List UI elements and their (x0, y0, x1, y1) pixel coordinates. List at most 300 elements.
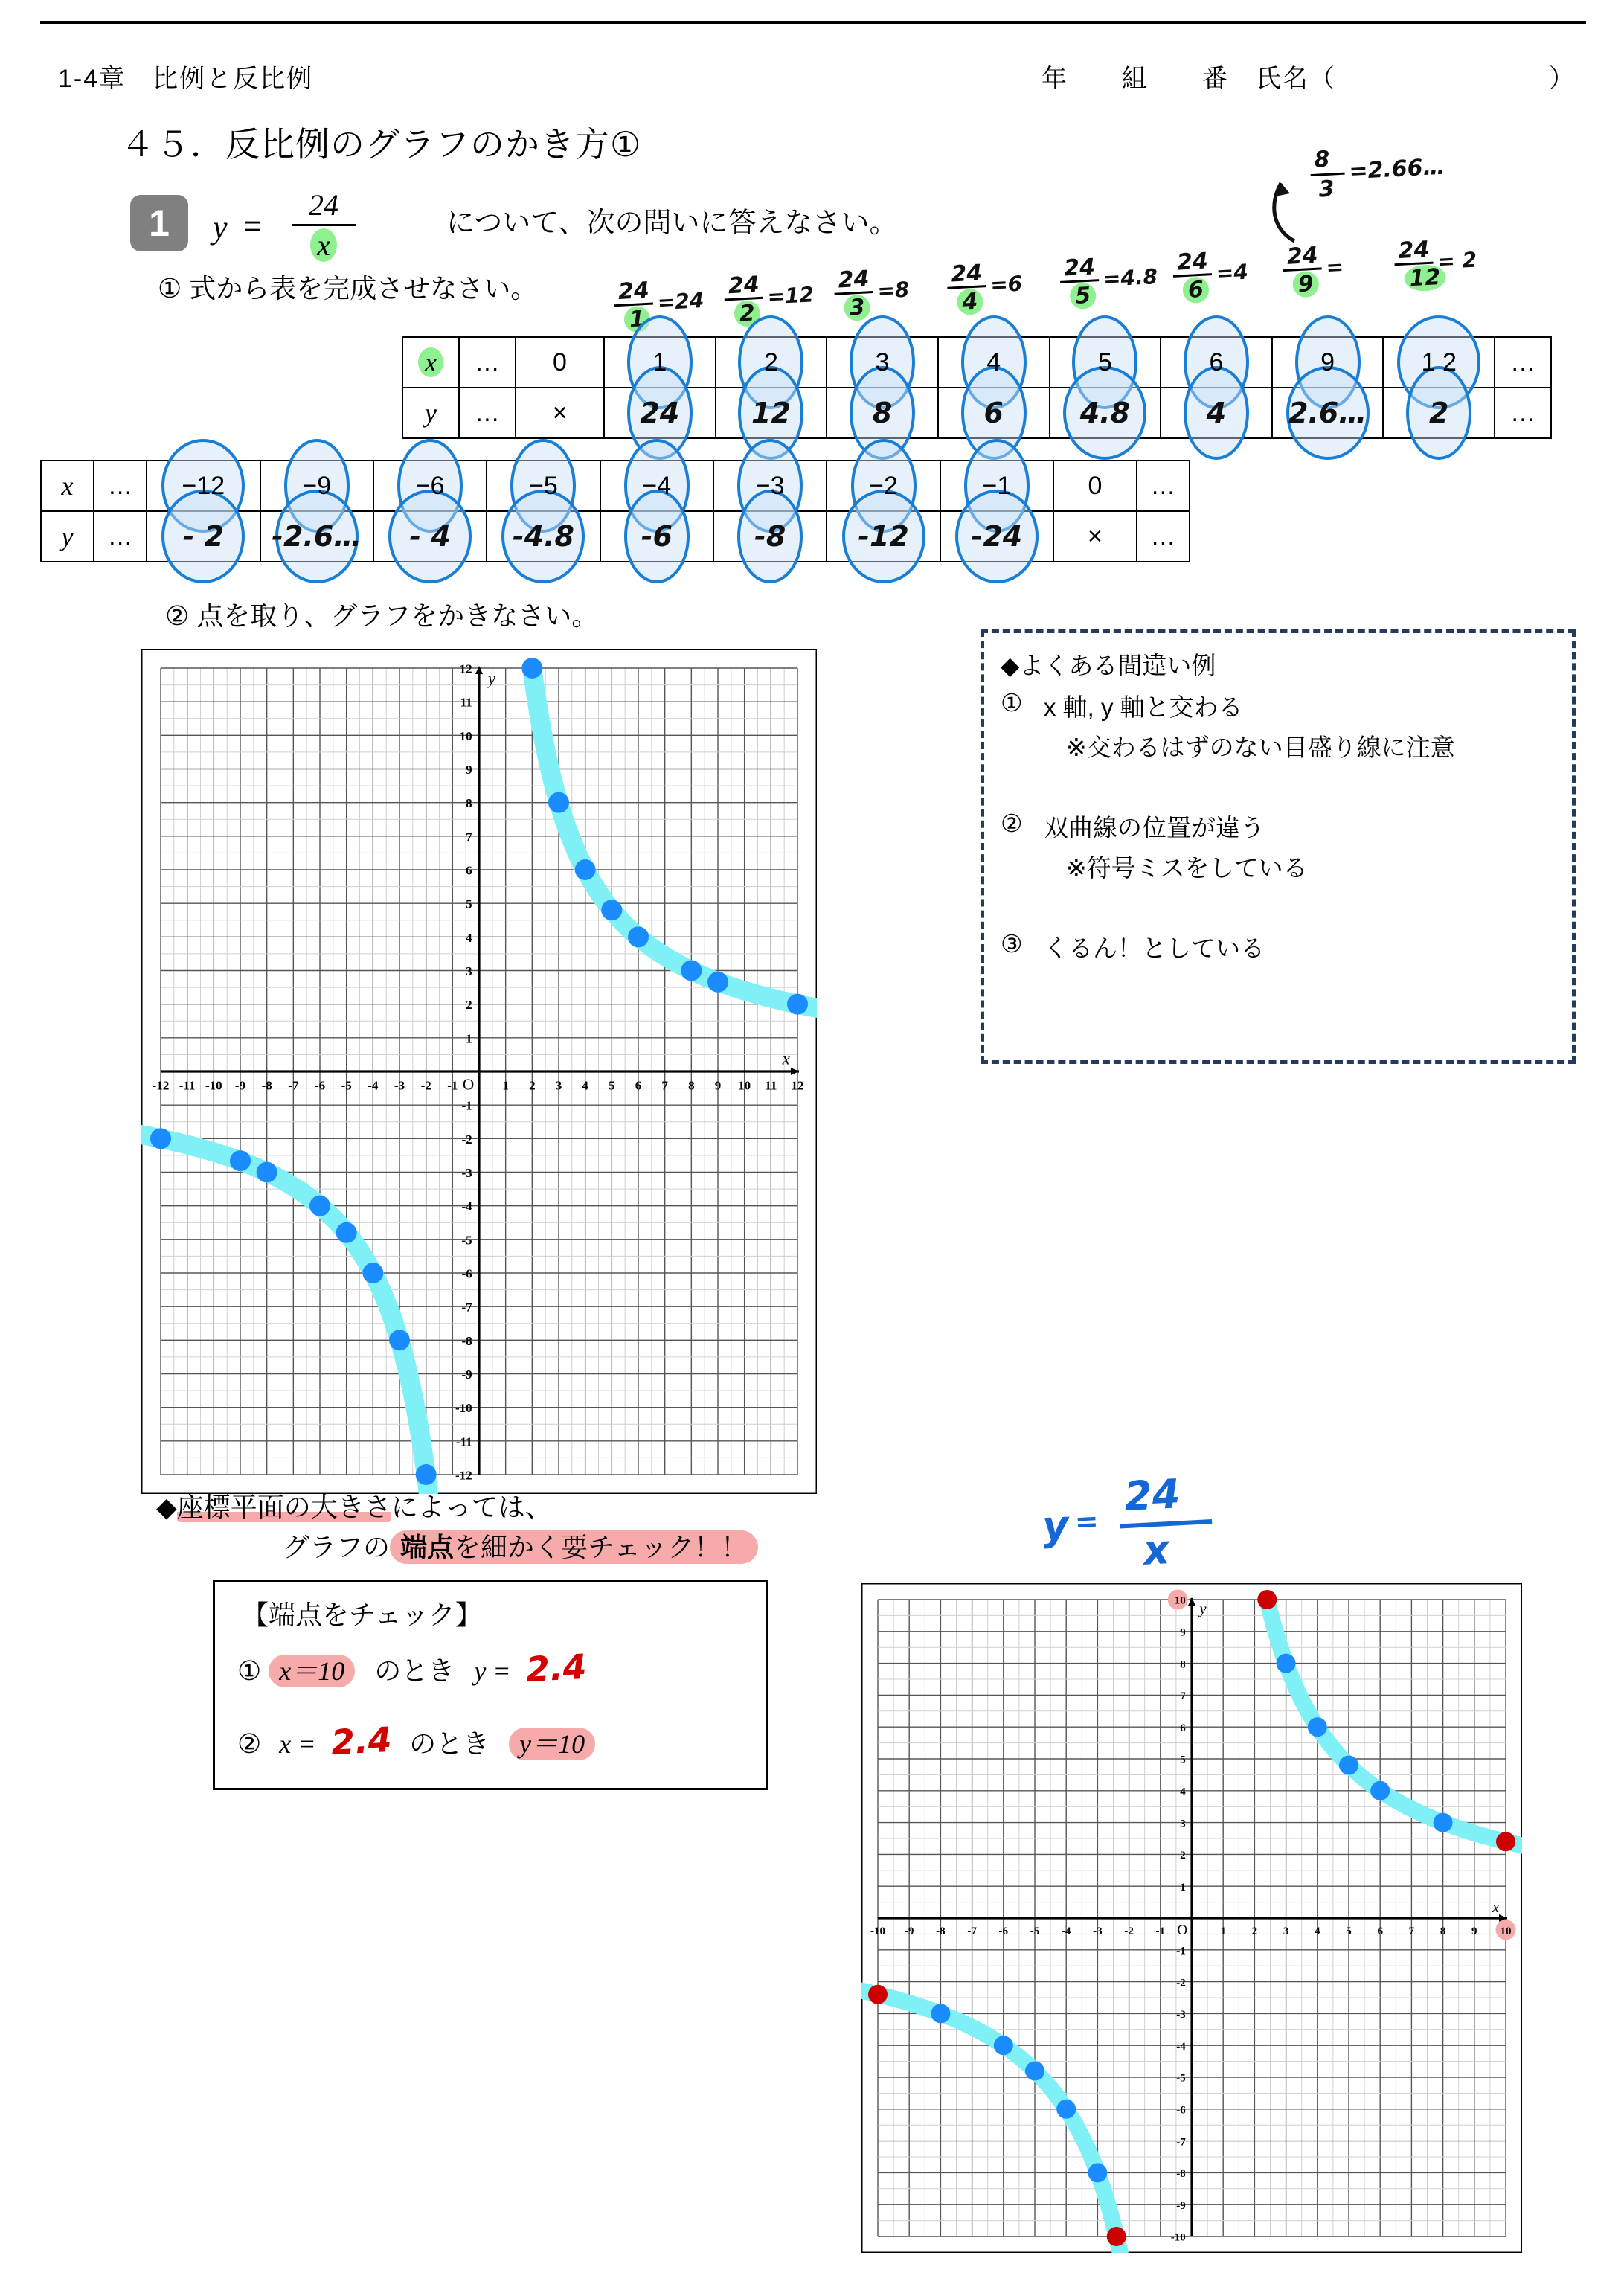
caption-line-2-highlight: 端点を細かく要チェック！！ (390, 1530, 758, 1564)
x-tick-label: -5 (341, 1078, 352, 1093)
strip-result: =4.8 (1103, 264, 1158, 292)
data-point (1308, 1717, 1327, 1737)
x-tick-label: -7 (288, 1078, 299, 1093)
hand-eq2-denominator: x (1142, 1526, 1171, 1574)
y-tick-label: -9 (461, 1367, 472, 1382)
x-tick-label: 10 (1500, 1925, 1512, 1937)
x-tick-label: 5 (1346, 1925, 1352, 1937)
endpoint-heading: 【端点をチェック】 (242, 1600, 482, 1630)
y-tick-label: -8 (1176, 2168, 1186, 2181)
strip-denominator: 1 (623, 306, 651, 333)
table-cell-value: … (107, 471, 133, 500)
x-tick-label: 4 (582, 1078, 588, 1093)
strip-denominator: 4 (957, 288, 984, 315)
data-point (1277, 1654, 1296, 1673)
y-tick-label: 2 (1180, 1850, 1186, 1862)
x-tick-label: -7 (967, 1925, 977, 1937)
data-point (994, 2036, 1013, 2055)
caption-line-2-pre: グラフの (283, 1532, 391, 1562)
data-point (309, 1196, 330, 1216)
table-cell-value: −12 (182, 471, 225, 500)
endpoint-point (1107, 2227, 1126, 2246)
table-cell-value: -6 (641, 520, 673, 553)
table-cell (940, 511, 1053, 562)
table-cell-value: … (474, 398, 500, 427)
table-cell-value: −5 (529, 471, 558, 500)
mistake-1-note: ※交わるはずのない目盛り線に注意 (1066, 734, 1455, 761)
row-label-y: y (402, 388, 459, 438)
row-label-y: y (41, 511, 94, 562)
table-negative (40, 460, 1190, 562)
x-tick-label: -10 (870, 1925, 885, 1937)
data-point (681, 961, 702, 981)
table-cell-value: 9 (1320, 347, 1335, 376)
strip-result: = (1325, 254, 1344, 280)
graph-canvas (141, 649, 817, 1494)
strip-result: =6 (989, 271, 1024, 298)
endpoint-point (1496, 1832, 1515, 1851)
table-cell-value: -8 (754, 520, 786, 553)
equation-y: y (213, 209, 228, 246)
y-tick-label: 10 (1174, 1594, 1186, 1607)
y-tick-label: 9 (466, 762, 472, 777)
endpoint-1-mid: のとき (374, 1655, 455, 1686)
y-tick-label: 4 (1180, 1786, 1186, 1798)
x-tick-label: -6 (998, 1925, 1009, 1937)
origin-label: O (462, 1075, 475, 1094)
strip-numerator: 24 (1286, 242, 1319, 270)
table-cell-value: 4 (1206, 397, 1227, 429)
x-tick-label: -8 (261, 1078, 272, 1093)
table-cell (827, 337, 938, 388)
data-point (628, 926, 649, 947)
data-point (787, 994, 808, 1015)
table-cell (1050, 388, 1161, 438)
x-tick-label: -4 (1061, 1925, 1071, 1937)
fraction-bar (292, 224, 356, 226)
y-tick-label: -11 (455, 1434, 472, 1449)
caption-line-2 (283, 1527, 758, 1565)
data-point (1370, 1781, 1390, 1800)
y-tick-label: 6 (1180, 1722, 1186, 1734)
table-cell (516, 337, 604, 388)
strip-result: =8 (876, 277, 911, 304)
table-cell-value: - 2 (182, 520, 225, 553)
y-tick-label: -7 (461, 1300, 472, 1315)
table-cell (459, 388, 516, 438)
y-tick-label: -6 (1176, 2104, 1186, 2117)
common-mistakes-box (981, 629, 1576, 1064)
table-cell (827, 511, 940, 562)
table-cell (94, 461, 147, 511)
row-label-x: x (402, 337, 459, 388)
table-cell (459, 337, 516, 388)
anno-result: =2.66… (1348, 153, 1446, 185)
fraction-strip (613, 233, 1560, 353)
table-cell (1495, 337, 1551, 388)
endpoint-row-1 (237, 1648, 586, 1688)
table-cell-value: … (474, 347, 500, 376)
x-tick-label: -9 (234, 1078, 246, 1093)
x-tick-label: 1 (1220, 1925, 1226, 1937)
table-cell (373, 511, 487, 562)
y-tick-label: -4 (461, 1199, 472, 1214)
strip-numerator: 24 (950, 260, 983, 288)
endpoint-1-given: x＝10 (269, 1655, 355, 1687)
endpoint-2-number: ② (237, 1728, 262, 1759)
equation-numerator: 24 (309, 188, 338, 222)
table-cell-value: -2.6… (272, 520, 362, 553)
table-cell-value: … (1150, 522, 1176, 551)
table-cell (600, 461, 713, 511)
endpoint-1-number: ① (237, 1655, 262, 1686)
x-tick-label: 1 (502, 1078, 509, 1093)
hand-eq2-equals: = (1073, 1504, 1100, 1539)
table-cell-value: … (107, 522, 133, 551)
data-point (1088, 2163, 1107, 2182)
endpoint-1-answer-label: y = (474, 1656, 511, 1686)
x-tick-label: 9 (1471, 1925, 1477, 1937)
name-fields-label: 年 組 番 氏名（ (1042, 65, 1336, 93)
strip-numerator: 24 (1063, 254, 1096, 282)
table-cell-value: 6 (1209, 347, 1224, 376)
y-tick-label: -5 (461, 1233, 472, 1248)
y-tick-label: -2 (461, 1132, 472, 1147)
x-axis-label: x (1492, 1899, 1499, 1916)
table-cell-value: - 4 (409, 520, 451, 553)
strip-numerator: 24 (837, 266, 870, 294)
table-cell-value: 24 (640, 397, 680, 429)
y-tick-label: -2 (1176, 1977, 1186, 1989)
table-cell (938, 337, 1050, 388)
table-cell (1161, 388, 1272, 438)
y-tick-label: 1 (1180, 1881, 1186, 1893)
table-cell (260, 461, 373, 511)
table-cell (1050, 337, 1161, 388)
mistake-1-text: x 軸, y 軸と交わる (1044, 693, 1243, 721)
x-tick-label: 3 (555, 1078, 562, 1093)
y-tick-label: 10 (459, 728, 472, 743)
y-tick-label: -1 (461, 1098, 472, 1113)
x-tick-label: 6 (635, 1078, 642, 1093)
caption-diamond-icon: ◆ (156, 1492, 177, 1522)
table-row (402, 388, 1551, 438)
data-point (230, 1150, 251, 1171)
table-row (402, 337, 1551, 388)
x-tick-label: 4 (1315, 1925, 1320, 1937)
y-tick-label: -10 (455, 1401, 472, 1416)
table-cell-value: 12 (751, 397, 791, 429)
table-cell-value: 2.6… (1288, 397, 1367, 429)
table-cell (713, 461, 827, 511)
y-tick-label: 7 (466, 830, 472, 844)
table-cell-value: … (1510, 398, 1536, 427)
table-cell (487, 511, 600, 562)
mistake-1-number: ① (1001, 689, 1023, 716)
x-tick-label: -2 (420, 1078, 431, 1093)
header-divider (40, 21, 1586, 24)
x-tick-label: 2 (1251, 1925, 1258, 1937)
x-tick-label: 2 (529, 1078, 536, 1093)
caption-line-1-underlined: 座標平面の大きさ (176, 1492, 391, 1522)
y-tick-label: -10 (1170, 2231, 1186, 2244)
table-cell-value: −2 (869, 471, 898, 500)
table-cell-value: 5 (1097, 347, 1112, 376)
table-cell (1495, 388, 1551, 438)
data-point (336, 1222, 357, 1243)
x-tick-label: -12 (152, 1078, 170, 1093)
table-cell (1383, 337, 1495, 388)
graph-main (141, 649, 817, 1494)
table-cell (260, 511, 373, 562)
data-point (257, 1162, 277, 1183)
x-tick-label: -2 (1124, 1925, 1134, 1937)
x-tick-label: -3 (1093, 1925, 1103, 1937)
y-tick-label: -5 (1176, 2072, 1186, 2085)
strip-result: =4 (1215, 259, 1249, 286)
mistake-2-note: ※符号ミスをしている (1066, 854, 1308, 882)
x-tick-label: 11 (765, 1078, 777, 1093)
mistakes-heading: ◆よくある間違い例 (1001, 652, 1216, 679)
table-cell (1272, 388, 1384, 438)
y-tick-label: -3 (461, 1165, 472, 1180)
y-tick-label: -12 (455, 1468, 472, 1483)
y-tick-label: 7 (1180, 1690, 1186, 1703)
x-tick-label: 6 (1377, 1925, 1383, 1937)
x-tick-label: 7 (661, 1078, 668, 1093)
table-cell-value: 0 (552, 347, 567, 376)
data-point (1056, 2100, 1076, 2119)
endpoint-1-answer: 2.4 (524, 1646, 588, 1690)
x-tick-label: 7 (1408, 1925, 1415, 1937)
table-cell (716, 388, 827, 438)
caption-line-1-rest: によっては、 (391, 1492, 552, 1522)
table-cell (940, 461, 1053, 511)
table-cell-value: 4 (986, 347, 1001, 376)
mistake-2-number: ② (1001, 809, 1023, 837)
endpoint-row-2 (237, 1721, 595, 1761)
table-cell (373, 461, 487, 511)
problem-statement: について、次の問いに答えなさい。 (446, 208, 898, 239)
y-tick-label: -1 (1176, 1945, 1186, 1957)
x-tick-label: -4 (368, 1078, 379, 1093)
data-point (521, 658, 542, 679)
endpoint-2-given-value: 2.4 (330, 1719, 393, 1763)
name-field-close-paren: ） (1549, 65, 1574, 93)
data-point (707, 972, 728, 993)
x-tick-label: 8 (688, 1078, 695, 1093)
graph-canvas (861, 1583, 1522, 2253)
x-tick-label: -9 (904, 1925, 914, 1937)
equation-equals: = (244, 210, 262, 243)
y-tick-label: 5 (1180, 1754, 1186, 1766)
table-cell-value: 0 (1088, 471, 1103, 500)
table-cell-value: … (1150, 471, 1176, 500)
table-cell (827, 461, 940, 511)
data-point (416, 1464, 437, 1485)
x-tick-label: 10 (738, 1078, 751, 1093)
x-tick-label: -5 (1030, 1925, 1040, 1937)
y-tick-label: 1 (466, 1031, 472, 1046)
x-tick-label: 5 (609, 1078, 615, 1093)
y-tick-label: 11 (460, 695, 472, 710)
caption-line-1 (156, 1487, 552, 1524)
data-point (150, 1128, 171, 1149)
x-tick-label: -8 (936, 1925, 946, 1937)
table-cell (1137, 461, 1190, 511)
table-cell (600, 511, 713, 562)
y-tick-label: 9 (1180, 1626, 1186, 1639)
strip-denominator: 12 (1404, 264, 1447, 292)
table-cell (1272, 337, 1384, 388)
table-cell-value: … (1510, 347, 1536, 376)
table-cell-value: -24 (971, 520, 1023, 553)
table-cell-value: 8 (872, 397, 893, 429)
y-tick-label: -3 (1176, 2009, 1186, 2021)
y-tick-label: -8 (461, 1333, 472, 1348)
y-tick-label: 3 (466, 963, 472, 978)
strip-result: = 2 (1437, 247, 1477, 275)
table-cell-value: × (552, 398, 568, 427)
data-point (362, 1263, 383, 1283)
data-point (1025, 2061, 1044, 2080)
chapter-label: 1-4章 比例と反比例 (58, 65, 314, 93)
problem-equation (210, 187, 448, 262)
y-tick-label: -9 (1176, 2199, 1186, 2212)
data-point (1434, 1813, 1453, 1832)
question-number-badge: 1 (130, 195, 188, 251)
strip-numerator: 24 (727, 272, 760, 300)
table-cell (604, 388, 716, 438)
data-point (548, 792, 569, 813)
anno-denominator: 3 (1318, 176, 1335, 203)
origin-label: O (1177, 1922, 1188, 1938)
equation-denominator: x (292, 228, 356, 263)
data-point (931, 2004, 950, 2023)
table-cell-value: 4.8 (1079, 397, 1131, 429)
y-tick-label: 3 (1180, 1818, 1186, 1830)
y-tick-label: 6 (466, 863, 472, 878)
endpoint-point (1257, 1590, 1277, 1609)
y-tick-label: 5 (466, 897, 472, 911)
table-cell (1053, 461, 1137, 511)
strip-numerator: 24 (1397, 236, 1431, 264)
table-cell-value: 1 (652, 347, 667, 376)
x-tick-label: 3 (1283, 1925, 1289, 1937)
table-cell (938, 388, 1050, 438)
table-cell (1161, 337, 1272, 388)
x-tick-label: -10 (205, 1078, 222, 1093)
table-cell (147, 461, 260, 511)
sub-question-2: ② 点を取り、グラフをかきなさい。 (165, 600, 599, 631)
table-cell-value: 6 (983, 397, 1004, 429)
mistake-3-number: ③ (1001, 930, 1023, 958)
mistake-3-text: くるん！としている (1044, 934, 1265, 962)
annotation-arrow-icon (1265, 161, 1332, 243)
table-positive (402, 336, 1552, 439)
page-title: ４５．反比例のグラフのかき方① (121, 125, 642, 164)
x-tick-label: 9 (714, 1078, 722, 1093)
x-tick-label: -1 (1155, 1925, 1166, 1937)
table-cell (487, 461, 600, 511)
table-cell (827, 388, 938, 438)
hand-eq2-y: y (1041, 1501, 1070, 1550)
table-cell-value: 1 2 (1421, 347, 1457, 376)
y-tick-label: 2 (466, 998, 472, 1013)
table-row (41, 461, 1190, 511)
x-tick-label: -6 (314, 1078, 326, 1093)
mistake-2-text: 双曲線の位置が違う (1044, 814, 1265, 841)
y-axis-label: y (487, 669, 496, 688)
strip-denominator: 9 (1292, 271, 1320, 298)
y-tick-label: 4 (466, 930, 472, 945)
strip-result: =12 (766, 282, 815, 310)
y-tick-label: -7 (1176, 2136, 1186, 2149)
sub-question-1: ① 式から表を完成させなさい。 (158, 273, 538, 304)
table-cell-value: -4.8 (512, 520, 574, 553)
y-axis-label: y (1199, 1600, 1207, 1617)
x-tick-label: 12 (791, 1078, 804, 1093)
data-point (389, 1330, 410, 1350)
equation-fraction (292, 187, 356, 263)
table-cell (516, 388, 604, 438)
x-tick-label: -11 (179, 1078, 196, 1093)
strip-denominator: 2 (734, 300, 761, 327)
table-cell-value: −1 (982, 471, 1012, 500)
endpoint-point (868, 1985, 888, 2004)
table-cell (94, 511, 147, 562)
table-cell-value: −9 (302, 471, 332, 500)
table-cell (716, 337, 827, 388)
table-cell (1053, 511, 1137, 562)
anno-numerator: 8 (1313, 146, 1331, 173)
table-cell (713, 511, 827, 562)
x-tick-label: -1 (447, 1078, 458, 1093)
y-tick-label: 12 (459, 661, 472, 676)
table-cell-value: 2 (764, 347, 778, 376)
strip-denominator: 6 (1182, 276, 1210, 304)
strip-numerator: 24 (1176, 248, 1209, 276)
strip-denominator: 3 (844, 294, 871, 321)
strip-result: =24 (657, 287, 705, 315)
table-cell-value: −4 (642, 471, 672, 500)
endpoint-check-box (213, 1580, 768, 1790)
strip-denominator: 5 (1069, 282, 1097, 310)
table-cell (147, 511, 260, 562)
table-cell (604, 337, 716, 388)
strip-numerator: 24 (617, 277, 650, 305)
data-point (575, 859, 596, 880)
graph-endpoint (861, 1583, 1522, 2253)
y-tick-label: 8 (466, 796, 472, 811)
hand-eq2-numerator: 24 (1123, 1470, 1181, 1521)
table-cell (1137, 511, 1190, 562)
table-cell (1383, 388, 1495, 438)
x-axis-label: x (782, 1049, 790, 1068)
row-label-x: x (41, 461, 94, 511)
table-cell-value: -12 (858, 520, 909, 553)
table-cell-value: × (1088, 522, 1103, 551)
y-tick-label: -4 (1176, 2040, 1186, 2053)
endpoint-2-answer: y＝10 (509, 1728, 595, 1760)
x-tick-label: 8 (1440, 1925, 1446, 1937)
y-tick-label: 8 (1180, 1658, 1186, 1671)
y-tick-label: -6 (461, 1266, 472, 1281)
data-point (601, 900, 622, 920)
endpoint-2-mid: のとき (409, 1728, 490, 1759)
x-tick-label: -3 (394, 1078, 405, 1093)
table-cell-value: −6 (415, 471, 445, 500)
